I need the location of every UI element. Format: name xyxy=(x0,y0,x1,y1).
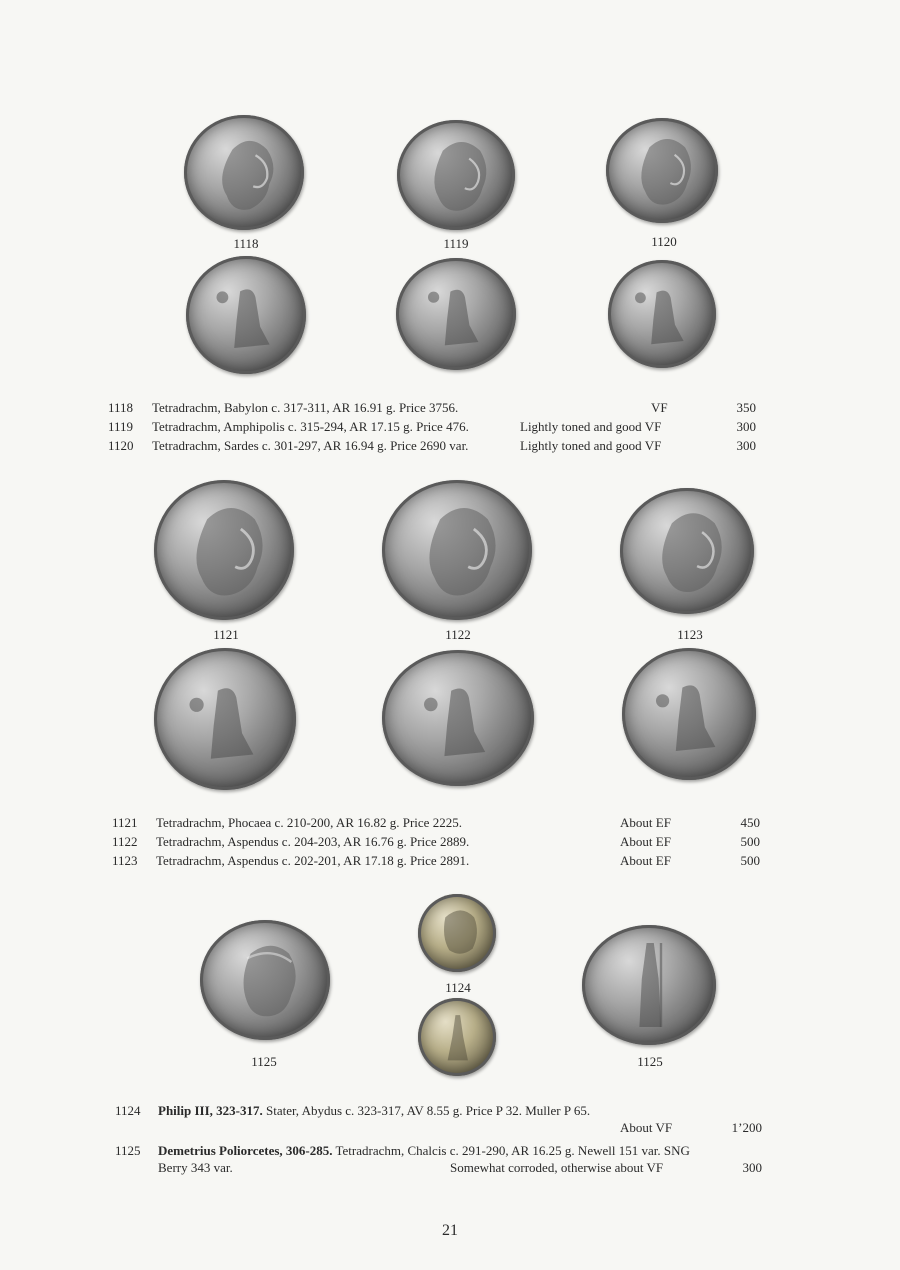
lot-grade: VF xyxy=(651,400,668,415)
diademed-head-icon xyxy=(200,920,330,1040)
lot-estimate: 350 xyxy=(736,400,756,415)
coin-1125-obverse xyxy=(200,920,330,1040)
lot-description: Tetradrachm, Babylon c. 317-311, AR 16.91 g. Price 3756. xyxy=(152,400,459,415)
lot-grade: Lightly toned and good VF xyxy=(520,419,662,434)
heracles-head-icon xyxy=(620,488,754,614)
athena-head-icon xyxy=(418,894,496,972)
seated-zeus-icon xyxy=(186,256,306,374)
lot-ruler: Philip III, 323-317. xyxy=(158,1103,263,1118)
coin-1119-reverse xyxy=(396,258,516,370)
lot-number: 1121 xyxy=(112,815,138,830)
seated-zeus-icon xyxy=(622,648,756,780)
lot-grade: About VF xyxy=(620,1120,673,1135)
lot-estimate: 300 xyxy=(736,419,756,434)
lot-grade: Lightly toned and good VF xyxy=(520,438,662,453)
lot-grade: Somewhat corroded, otherwise about VF xyxy=(450,1160,664,1175)
lot-grade: About EF xyxy=(620,853,671,868)
coin-1122-reverse xyxy=(382,650,534,786)
lot-number: 1119 xyxy=(108,419,134,434)
figure-label: 1119 xyxy=(443,236,469,251)
lot-number: 1122 xyxy=(112,834,138,849)
page-number: 21 xyxy=(442,1222,458,1239)
heracles-head-icon xyxy=(154,480,294,620)
lot-description-line xyxy=(158,1103,590,1119)
lot-estimate: 300 xyxy=(742,1160,762,1175)
lot-description: Berry 343 var. xyxy=(158,1160,233,1175)
coin-1121-obverse xyxy=(154,480,294,620)
lot-description: Tetradrachm, Chalcis c. 291-290, AR 16.25 g. Newell 151 var. SNG xyxy=(335,1143,690,1158)
lot-number: 1125 xyxy=(115,1143,141,1158)
lot-estimate: 300 xyxy=(736,438,756,453)
coin-1123-obverse xyxy=(620,488,754,614)
coin-1123-reverse xyxy=(622,648,756,780)
lot-number: 1124 xyxy=(115,1103,141,1118)
seated-zeus-icon xyxy=(396,258,516,370)
lot-grade: About EF xyxy=(620,834,671,849)
seated-zeus-icon xyxy=(154,648,296,790)
lot-description: Stater, Abydus c. 323-317, AV 8.55 g. Price P 32. Muller P 65. xyxy=(266,1103,591,1118)
poseidon-figure-icon xyxy=(582,925,716,1045)
coin-1118-reverse xyxy=(186,256,306,374)
lot-description: Tetradrachm, Aspendus c. 202-201, AR 17.18 g. Price 2891. xyxy=(156,853,470,868)
figure-label: 1123 xyxy=(677,627,703,642)
figure-label: 1120 xyxy=(651,234,677,249)
coin-1119-obverse xyxy=(397,120,515,230)
seated-zeus-icon xyxy=(608,260,716,368)
coin-1120-obverse xyxy=(606,118,718,223)
lot-description: Tetradrachm, Phocaea c. 210-200, AR 16.82 g. Price 2225. xyxy=(156,815,462,830)
figure-label: 1125 xyxy=(251,1054,277,1069)
heracles-head-icon xyxy=(397,120,515,230)
lot-number: 1118 xyxy=(108,400,134,415)
figure-label: 1122 xyxy=(445,627,471,642)
lot-description: Tetradrachm, Aspendus c. 204-203, AR 16.76 g. Price 2889. xyxy=(156,834,470,849)
coin-1124-obverse xyxy=(418,894,496,972)
figure-label: 1118 xyxy=(233,236,259,251)
nike-figure-icon xyxy=(418,998,496,1076)
lot-number: 1120 xyxy=(108,438,134,453)
coin-1120-reverse xyxy=(608,260,716,368)
figure-label: 1125 xyxy=(637,1054,663,1069)
figure-label: 1124 xyxy=(445,980,471,995)
lot-description: Tetradrachm, Amphipolis c. 315-294, AR 17.15 g. Price 476. xyxy=(152,419,469,434)
seated-zeus-icon xyxy=(382,650,534,786)
lot-estimate: 1’200 xyxy=(731,1120,762,1135)
figure-label: 1121 xyxy=(213,627,239,642)
heracles-head-icon xyxy=(606,118,718,223)
lot-description-line xyxy=(158,1143,690,1159)
coin-1118-obverse xyxy=(184,115,304,230)
lot-grade: About EF xyxy=(620,815,671,830)
lot-estimate: 500 xyxy=(740,834,760,849)
coin-1125-reverse xyxy=(582,925,716,1045)
heracles-head-icon xyxy=(184,115,304,230)
lot-number: 1123 xyxy=(112,853,138,868)
coin-1121-reverse xyxy=(154,648,296,790)
coin-1122-obverse xyxy=(382,480,532,620)
coin-1124-reverse xyxy=(418,998,496,1076)
lot-description: Tetradrachm, Sardes c. 301-297, AR 16.94 g. Price 2690 var. xyxy=(152,438,469,453)
lot-estimate: 450 xyxy=(740,815,760,830)
lot-estimate: 500 xyxy=(740,853,760,868)
lot-ruler: Demetrius Poliorcetes, 306-285. xyxy=(158,1143,333,1158)
heracles-head-icon xyxy=(382,480,532,620)
